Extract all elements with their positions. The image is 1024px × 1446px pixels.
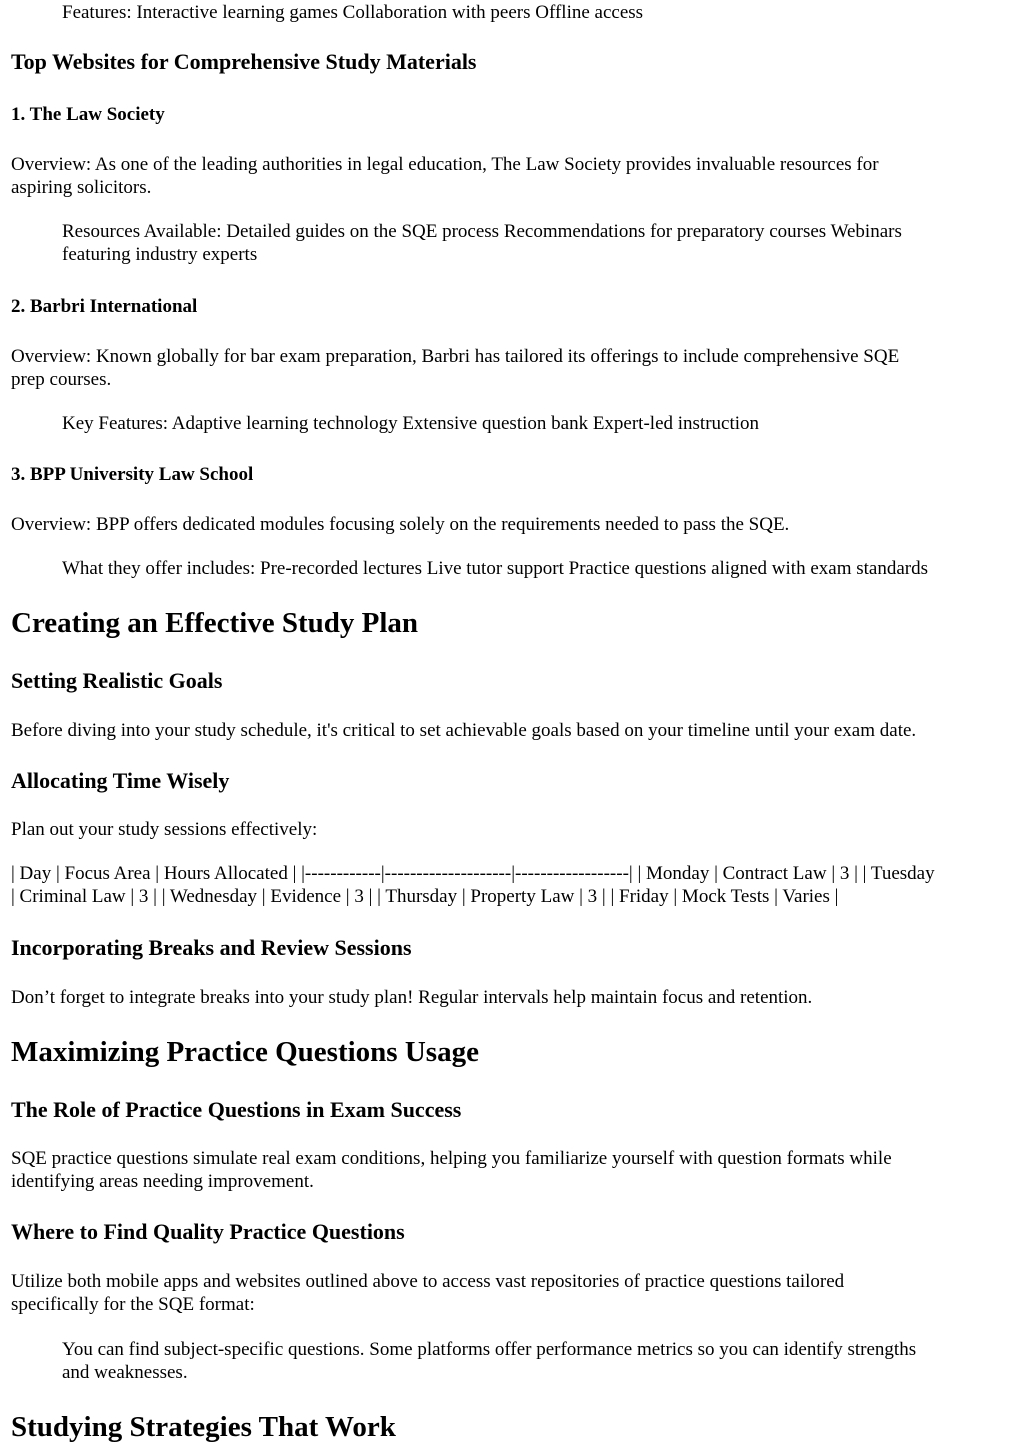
law-society-resources-line2: featuring industry experts <box>62 244 258 265</box>
law-society-overview-line1: Overview: As one of the leading authorities in legal education, The Law Society provides invaluable resources for <box>11 154 879 175</box>
breaks-heading: Incorporating Breaks and Review Sessions <box>11 935 412 960</box>
find-heading: Where to Find Quality Practice Questions <box>11 1219 405 1244</box>
role-line1: SQE practice questions simulate real exam conditions, helping you familiarize yourself with question formats while <box>11 1148 892 1169</box>
bpp-offer: What they offer includes: Pre-recorded lectures Live tutor support Practice questions aligned with exam standards <box>62 558 928 579</box>
bpp-overview: Overview: BPP offers dedicated modules focusing solely on the requirements needed to pass the SQE. <box>11 514 790 535</box>
barbri-overview-line2: prep courses. <box>11 369 112 390</box>
barbri-overview-line1: Overview: Known globally for bar exam preparation, Barbri has tailored its offerings to include comprehensive SQE <box>11 346 900 367</box>
practice-heading: Maximizing Practice Questions Usage <box>11 1036 479 1068</box>
time-heading: Allocating Time Wisely <box>11 768 230 793</box>
schedule-line1: | Day | Focus Area | Hours Allocated | |------------|--------------------|------------------| | Monday | Contract Law | 3 | | Tuesday <box>11 863 935 884</box>
law-society-overview-line2: aspiring solicitors. <box>11 177 152 198</box>
law-society-title: 1. The Law Society <box>11 104 165 125</box>
goals-heading: Setting Realistic Goals <box>11 668 223 693</box>
strategies-heading: Studying Strategies That Work <box>11 1411 396 1443</box>
study-plan-heading: Creating an Effective Study Plan <box>11 607 419 639</box>
role-line2: identifying areas needing improvement. <box>11 1171 314 1192</box>
find-line2: specifically for the SQE format: <box>11 1294 255 1315</box>
schedule-line2: | Criminal Law | 3 | | Wednesday | Evidence | 3 | | Thursday | Property Law | 3 | | Friday | Mock Tests | Varies | <box>11 886 839 907</box>
barbri-features: Key Features: Adaptive learning technology Extensive question bank Expert-led instruction <box>62 413 760 434</box>
tips-line1: You can find subject-specific questions. Some platforms offer performance metrics so you can identify strengths <box>62 1339 917 1360</box>
features-text: Features: Interactive learning games Collaboration with peers Offline access <box>62 2 644 23</box>
role-heading: The Role of Practice Questions in Exam Success <box>11 1097 462 1122</box>
bpp-title: 3. BPP University Law School <box>11 464 254 485</box>
find-line1: Utilize both mobile apps and websites outlined above to access vast repositories of practice questions tailored <box>11 1271 845 1292</box>
time-intro: Plan out your study sessions effectively: <box>11 819 318 840</box>
tips-line2: and weaknesses. <box>62 1362 188 1383</box>
barbri-title: 2. Barbri International <box>11 296 198 317</box>
goals-text: Before diving into your study schedule, it's critical to set achievable goals based on your timeline until your exam date. <box>11 720 917 741</box>
websites-heading: Top Websites for Comprehensive Study Materials <box>11 49 477 74</box>
law-society-resources-line1: Resources Available: Detailed guides on the SQE process Recommendations for preparatory courses Webinars <box>62 221 902 242</box>
breaks-text: Don’t forget to integrate breaks into your study plan! Regular intervals help maintain focus and retention. <box>11 987 813 1008</box>
